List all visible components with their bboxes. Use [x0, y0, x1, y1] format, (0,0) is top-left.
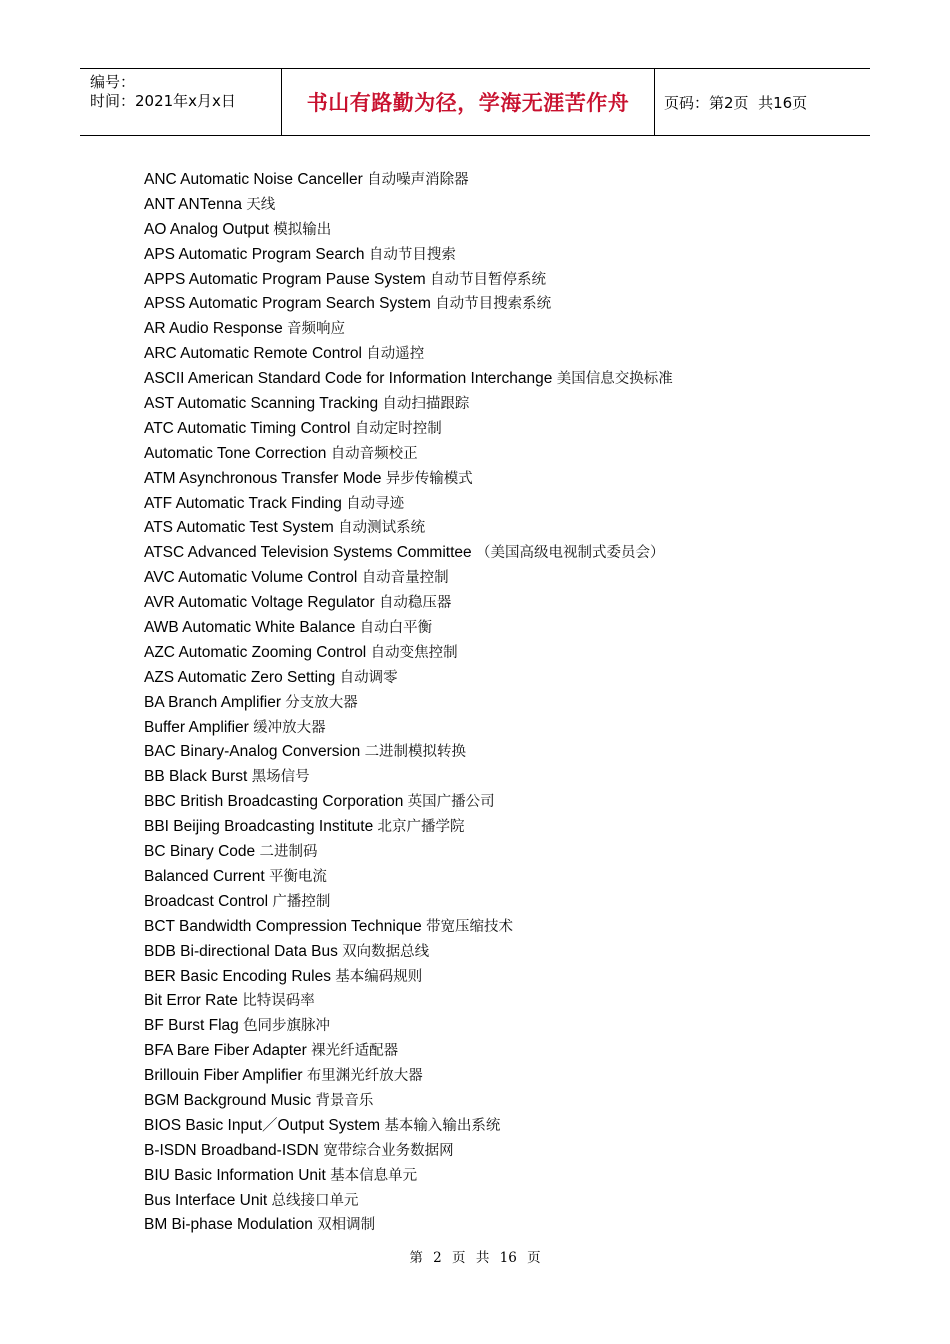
glossary-entry — [144, 716, 844, 741]
entry-translation: 基本输入输出系统 — [384, 1117, 501, 1134]
entry-translation: 自动测试系统 — [338, 520, 426, 537]
entry-term: AVR Automatic Voltage Regulator — [144, 594, 375, 612]
entry-translation: 缓冲放大器 — [253, 719, 326, 736]
glossary-entry — [144, 691, 844, 716]
entry-term: AST Automatic Scanning Tracking — [144, 395, 379, 413]
entry-term: BDB Bi-directional Data Bus — [144, 942, 338, 960]
glossary-entry — [144, 740, 844, 765]
glossary-entry — [144, 417, 844, 442]
entry-translation: 平衡电流 — [268, 868, 327, 885]
entry-term: BC Binary Code — [144, 843, 256, 861]
entry-term: ASCII American Standard Code for Information Interchange — [144, 370, 553, 388]
glossary-entry — [144, 1213, 844, 1238]
glossary-entry — [144, 1064, 844, 1089]
entry-term: BER Basic Encoding Rules — [144, 967, 331, 985]
glossary-list — [144, 168, 844, 1238]
glossary-entry — [144, 765, 844, 790]
entry-translation: 色同步旗脉冲 — [243, 1018, 331, 1035]
glossary-entry — [144, 467, 844, 492]
entry-translation: 自动音量控制 — [361, 570, 449, 587]
entry-translation: 带宽压缩技术 — [426, 918, 514, 935]
page-footer: 第 2 页 共 16 页 — [409, 1250, 541, 1266]
glossary-entry — [144, 1189, 844, 1214]
entry-translation: 基本编码规则 — [335, 968, 423, 985]
entry-term: AR Audio Response — [144, 320, 283, 338]
entry-term: Bit Error Rate — [144, 992, 238, 1010]
glossary-entry — [144, 492, 844, 517]
glossary-entry — [144, 865, 844, 890]
entry-term: BBC British Broadcasting Corporation — [144, 793, 404, 811]
number-label: 编号： — [90, 73, 136, 91]
glossary-entry — [144, 1164, 844, 1189]
entry-translation: 总线接口单元 — [271, 1192, 359, 1209]
glossary-entry — [144, 392, 844, 417]
entry-translation: 双向数据总线 — [342, 943, 430, 960]
entry-translation: 自动噪声消除器 — [367, 172, 469, 188]
entry-translation: （美国高级电视制式委员会） — [475, 545, 665, 562]
entry-translation: 自动变焦控制 — [370, 644, 458, 661]
entry-translation: 广播控制 — [272, 893, 331, 910]
entry-translation: 基本信息单元 — [330, 1167, 418, 1184]
entry-term: AVC Automatic Volume Control — [144, 569, 358, 587]
glossary-entry — [144, 268, 844, 293]
entry-term: BIU Basic Information Unit — [144, 1166, 326, 1184]
glossary-entry — [144, 292, 844, 317]
entry-translation: 自动音频校正 — [330, 445, 418, 462]
entry-term: AZC Automatic Zooming Control — [144, 643, 367, 661]
entry-translation: 自动扫描跟踪 — [382, 396, 470, 413]
entry-translation: 自动节目搜索系统 — [435, 296, 552, 313]
glossary-entry — [144, 342, 844, 367]
entry-term: ARC Automatic Remote Control — [144, 345, 362, 363]
page-header — [80, 68, 870, 136]
glossary-entry — [144, 616, 844, 641]
entry-translation: 英国广播公司 — [407, 794, 495, 811]
glossary-entry — [144, 890, 844, 915]
entry-term: ATS Automatic Test System — [144, 519, 334, 537]
entry-term: APS Automatic Program Search — [144, 245, 365, 263]
header-meta-cell — [80, 69, 282, 135]
entry-translation: 美国信息交换标准 — [556, 371, 673, 388]
entry-term: AO Analog Output — [144, 220, 269, 238]
entry-term: Brillouin Fiber Amplifier — [144, 1067, 303, 1085]
entry-term: BGM Background Music — [144, 1091, 312, 1109]
entry-term: ANC Automatic Noise Canceller — [144, 171, 363, 188]
entry-term: Broadcast Control — [144, 892, 269, 910]
entry-term: APPS Automatic Program Pause System — [144, 270, 426, 288]
glossary-entry — [144, 641, 844, 666]
glossary-entry — [144, 1039, 844, 1064]
entry-translation: 分支放大器 — [285, 694, 358, 711]
entry-term: BAC Binary-Analog Conversion — [144, 743, 361, 761]
glossary-entry — [144, 1014, 844, 1039]
entry-term: ATF Automatic Track Finding — [144, 494, 342, 512]
glossary-entry — [144, 566, 844, 591]
entry-term: Buffer Amplifier — [144, 718, 249, 736]
entry-translation: 布里渊光纤放大器 — [306, 1068, 423, 1085]
glossary-entry — [144, 591, 844, 616]
entry-term: BFA Bare Fiber Adapter — [144, 1042, 307, 1060]
entry-translation: 自动白平衡 — [359, 620, 433, 637]
entry-translation: 黑场信号 — [251, 769, 310, 786]
entry-translation: 比特误码率 — [242, 993, 315, 1010]
entry-term: APSS Automatic Program Search System — [144, 295, 431, 313]
entry-term: BCT Bandwidth Compression Technique — [144, 917, 422, 935]
header-motto: 书山有路勤为径，学海无涯苦作舟 — [282, 69, 655, 135]
entry-translation: 裸光纤适配器 — [311, 1043, 399, 1060]
entry-translation: 二进制码 — [259, 844, 318, 861]
entry-translation: 自动定时控制 — [354, 420, 442, 437]
entry-term: Automatic Tone Correction — [144, 444, 327, 462]
entry-translation: 自动遥控 — [366, 346, 425, 363]
entry-term: ANT ANTenna — [144, 195, 242, 213]
entry-term: BA Branch Amplifier — [144, 693, 281, 711]
header-page-info: 页码：第2页 共16页 — [664, 93, 808, 112]
entry-translation: 音频响应 — [287, 321, 346, 338]
glossary-entry — [144, 940, 844, 965]
entry-term: Balanced Current — [144, 867, 265, 885]
entry-translation: 异步传输模式 — [385, 470, 473, 487]
entry-term: BF Burst Flag — [144, 1017, 239, 1035]
glossary-entry — [144, 915, 844, 940]
entry-term: BIOS Basic Input／Output System — [144, 1116, 381, 1134]
glossary-entry — [144, 815, 844, 840]
entry-term: Bus Interface Unit — [144, 1191, 268, 1209]
entry-term: ATM Asynchronous Transfer Mode — [144, 469, 382, 487]
glossary-entry — [144, 1114, 844, 1139]
entry-translation: 天线 — [246, 196, 276, 213]
entry-translation: 自动节目搜索 — [368, 246, 456, 263]
glossary-entry — [144, 168, 844, 193]
glossary-entry — [144, 442, 844, 467]
glossary-entry — [144, 367, 844, 392]
glossary-entry — [144, 218, 844, 243]
glossary-entry — [144, 516, 844, 541]
entry-translation: 自动稳压器 — [378, 595, 452, 612]
entry-term: AWB Automatic White Balance — [144, 619, 356, 637]
entry-term: ATSC Advanced Television Systems Committee — [144, 544, 472, 562]
glossary-entry — [144, 989, 844, 1014]
glossary-entry — [144, 541, 844, 566]
entry-term: BBI Beijing Broadcasting Institute — [144, 818, 374, 836]
glossary-entry — [144, 193, 844, 218]
entry-translation: 模拟输出 — [273, 221, 332, 238]
glossary-entry — [144, 243, 844, 268]
glossary-entry — [144, 666, 844, 691]
entry-term: BB Black Burst — [144, 768, 248, 786]
glossary-entry — [144, 965, 844, 990]
entry-term: BM Bi-phase Modulation — [144, 1216, 313, 1234]
glossary-entry — [144, 1139, 844, 1164]
date-label: 时间：2021年x月x日 — [90, 92, 236, 110]
glossary-entry — [144, 1089, 844, 1114]
glossary-entry — [144, 840, 844, 865]
entry-translation: 自动节目暂停系统 — [430, 271, 547, 288]
entry-translation: 背景音乐 — [315, 1092, 374, 1109]
entry-term: B-ISDN Broadband-ISDN — [144, 1141, 319, 1159]
entry-translation: 自动调零 — [339, 669, 398, 686]
entry-translation: 北京广播学院 — [377, 819, 465, 836]
entry-term: ATC Automatic Timing Control — [144, 419, 351, 437]
entry-translation: 自动寻迹 — [346, 495, 405, 512]
entry-translation: 双相调制 — [317, 1217, 376, 1234]
entry-translation: 二进制模拟转换 — [364, 744, 467, 761]
entry-translation: 宽带综合业务数据网 — [323, 1142, 454, 1159]
glossary-entry — [144, 790, 844, 815]
entry-term: AZS Automatic Zero Setting — [144, 668, 336, 686]
glossary-entry — [144, 317, 844, 342]
